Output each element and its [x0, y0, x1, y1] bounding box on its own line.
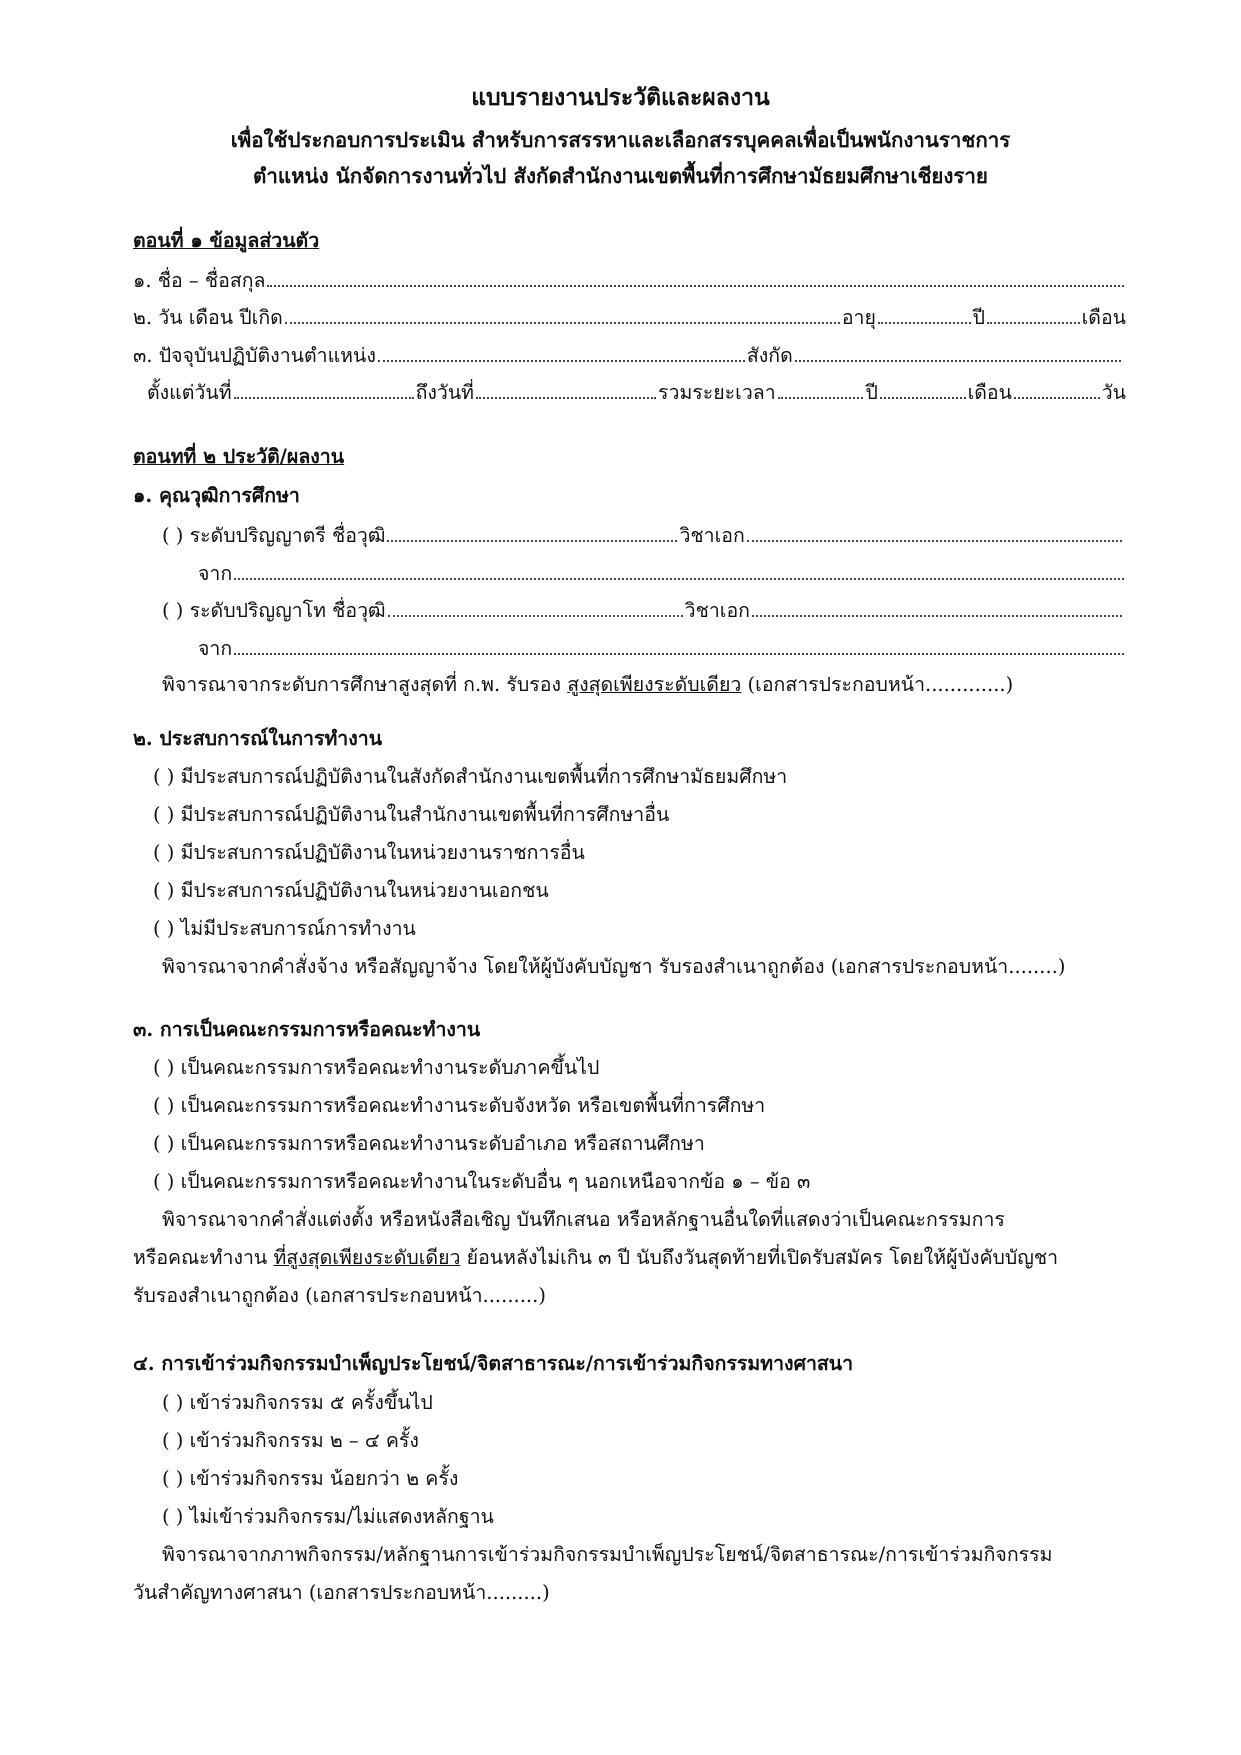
- committee-option[interactable]: ( ) เป็นคณะกรรมการหรือคณะทำงานในระดับอื่น ๆ นอกเหนือจากข้อ ๑ – ข้อ ๓: [153, 1170, 811, 1193]
- education-note: [162, 673, 1013, 697]
- name-row: [133, 268, 1126, 293]
- dob-row: [133, 305, 1126, 330]
- committee-note-line2: [133, 1246, 1058, 1270]
- experience-option[interactable]: ( ) มีประสบการณ์ปฏิบัติงานในสังกัดสำนักงานเขตพื้นที่การศึกษามัธยมศึกษา: [153, 765, 788, 788]
- until-label: ถึงวันที่: [415, 381, 475, 404]
- activities-note-line1: พิจารณาจากภาพกิจกรรม/หลักฐานการเข้าร่วมกิจกรรมบำเพ็ญประโยชน์/จิตสาธารณะ/การเข้าร่วมกิจกรรม: [162, 1543, 1053, 1566]
- duration-days-field[interactable]: [1014, 380, 1100, 399]
- experience-option[interactable]: ( ) มีประสบการณ์ปฏิบัติงานในสำนักงานเขตพื้นที่การศึกษาอื่น: [153, 803, 670, 826]
- activities-note-line2: วันสำคัญทางศาสนา (เอกสารประกอบหน้า.........): [133, 1581, 550, 1604]
- committee-note-line3: รับรองสำเนาถูกต้อง (เอกสารประกอบหน้า.........): [133, 1284, 546, 1307]
- committee-option[interactable]: ( ) เป็นคณะกรรมการหรือคณะทำงานระดับจังหวัด หรือเขตพื้นที่การศึกษา: [153, 1094, 766, 1117]
- experience-note: พิจารณาจากคำสั่งจ้าง หรือสัญญาจ้าง โดยให้ผู้บังคับบัญชา รับรองสำเนาถูกต้อง (เอกสารประกอบหน้า........): [162, 955, 1066, 978]
- period-row: [147, 380, 1126, 405]
- duration-day-unit: วัน: [1101, 381, 1127, 404]
- activities-option[interactable]: ( ) เข้าร่วมกิจกรรม ๕ ครั้งขึ้นไป: [162, 1391, 433, 1414]
- bachelor-row: [162, 523, 1124, 548]
- age-year-unit: ปี: [972, 306, 985, 329]
- master-row: [162, 598, 1124, 623]
- dob-label: ๒. วัน เดือน ปีเกิด: [133, 306, 283, 329]
- form-title: แบบรายงานประวัติและผลงาน: [471, 84, 770, 111]
- duration-month-unit: เดือน: [967, 381, 1012, 404]
- dob-field[interactable]: [285, 305, 840, 324]
- activities-heading: ๔. การเข้าร่วมกิจกรรมบำเพ็ญประโยชน์/จิตสาธารณะ/การเข้าร่วมกิจกรรมทางศาสนา: [133, 1352, 854, 1375]
- bachelor-degree-field[interactable]: [387, 523, 677, 542]
- committee-note-line2-prefix: หรือคณะทำงาน: [133, 1246, 274, 1269]
- age-month-unit: เดือน: [1081, 306, 1127, 329]
- activities-option[interactable]: ( ) เข้าร่วมกิจกรรม ๒ – ๔ ครั้ง: [162, 1429, 419, 1452]
- experience-option[interactable]: ( ) มีประสบการณ์ปฏิบัติงานในหน่วยงานราชการอื่น: [153, 841, 585, 864]
- bachelor-from-label: จาก: [198, 562, 233, 585]
- committee-option[interactable]: ( ) เป็นคณะกรรมการหรือคณะทำงานระดับภาคขึ้นไป: [153, 1056, 600, 1079]
- affiliation-label: สังกัด: [746, 344, 793, 367]
- since-field[interactable]: [234, 380, 414, 399]
- master-institution-field[interactable]: [234, 636, 1124, 655]
- duration-years-field[interactable]: [778, 380, 864, 399]
- education-note-prefix: พิจารณาจากระดับการศึกษาสูงสุดที่ ก.พ. รับรอง: [162, 673, 568, 696]
- position-field[interactable]: [378, 343, 745, 362]
- bachelor-major-field[interactable]: [747, 523, 1122, 542]
- part2-heading: ตอนทที่ ๒ ประวัติ/ผลงาน: [133, 445, 345, 468]
- bachelor-major-label: วิชาเอก: [679, 524, 745, 547]
- form-subtitle-1: เพื่อใช้ประกอบการประเมิน สำหรับการสรรหาและเลือกสรรบุคคลเพื่อเป็นพนักงานราชการ: [230, 128, 1011, 152]
- name-field[interactable]: [267, 268, 1124, 287]
- age-months-field[interactable]: [987, 305, 1080, 324]
- master-option[interactable]: ( ) ระดับปริญญาโท ชื่อวุฒิ: [162, 599, 386, 622]
- bachelor-option[interactable]: ( ) ระดับปริญญาตรี ชื่อวุฒิ: [162, 524, 386, 547]
- experience-option[interactable]: ( ) มีประสบการณ์ปฏิบัติงานในหน่วยงานเอกชน: [153, 879, 549, 902]
- master-from-row: [198, 636, 1126, 661]
- duration-label: รวมระยะเวลา: [658, 381, 776, 404]
- experience-option[interactable]: ( ) ไม่มีประสบการณ์การทำงาน: [153, 917, 416, 940]
- education-note-underline: สูงสุดเพียงระดับเดียว: [567, 673, 742, 696]
- master-degree-field[interactable]: [388, 598, 683, 617]
- committee-option[interactable]: ( ) เป็นคณะกรรมการหรือคณะทำงานระดับอำเภอ หรือสถานศึกษา: [153, 1132, 705, 1155]
- age-years-field[interactable]: [878, 305, 971, 324]
- committee-note-line2-suffix: ย้อนหลังไม่เกิน ๓ ปี นับถึงวันสุดท้ายที่เปิดรับสมัคร โดยให้ผู้บังคับบัญชา: [460, 1246, 1059, 1269]
- experience-heading: ๒. ประสบการณ์ในการทำงาน: [133, 727, 383, 750]
- age-label: อายุ: [841, 306, 876, 329]
- activities-option[interactable]: ( ) ไม่เข้าร่วมกิจกรรม/ไม่แสดงหลักฐาน: [162, 1505, 494, 1528]
- since-label: ตั้งแต่วันที่: [147, 381, 232, 404]
- committee-note-line1: พิจารณาจากคำสั่งแต่งตั้ง หรือหนังสือเชิญ บันทึกเสนอ หรือหลักฐานอื่นใดที่แสดงว่าเป็นคณะกรรมการ: [162, 1208, 1005, 1231]
- master-major-label: วิชาเอก: [684, 599, 750, 622]
- committee-heading: ๓. การเป็นคณะกรรมการหรือคณะทำงาน: [133, 1018, 481, 1041]
- until-field[interactable]: [476, 380, 656, 399]
- master-major-field[interactable]: [752, 598, 1122, 617]
- duration-year-unit: ปี: [865, 381, 878, 404]
- form-subtitle-2: ตำแหน่ง นักจัดการงานทั่วไป สังกัดสำนักงานเขตพื้นที่การศึกษามัธยมศึกษาเชียงราย: [253, 164, 988, 188]
- activities-option[interactable]: ( ) เข้าร่วมกิจกรรม น้อยกว่า ๒ ครั้ง: [162, 1467, 459, 1490]
- education-heading: ๑. คุณวุฒิการศึกษา: [133, 484, 300, 507]
- position-label: ๓. ปัจจุบันปฏิบัติงานตำแหน่ง: [133, 344, 376, 367]
- part1-heading: ตอนที่ ๑ ข้อมูลส่วนตัว: [133, 229, 320, 252]
- bachelor-from-row: [198, 561, 1126, 586]
- name-label: ๑. ชื่อ – ชื่อสกุล: [133, 269, 266, 292]
- bachelor-institution-field[interactable]: [234, 561, 1124, 580]
- affiliation-field[interactable]: [795, 343, 1121, 362]
- master-from-label: จาก: [198, 637, 233, 660]
- committee-note-underline: ที่สูงสุดเพียงระดับเดียว: [273, 1246, 461, 1269]
- education-note-suffix: (เอกสารประกอบหน้า.............): [741, 673, 1014, 696]
- duration-months-field[interactable]: [880, 380, 966, 399]
- position-row: [133, 343, 1123, 368]
